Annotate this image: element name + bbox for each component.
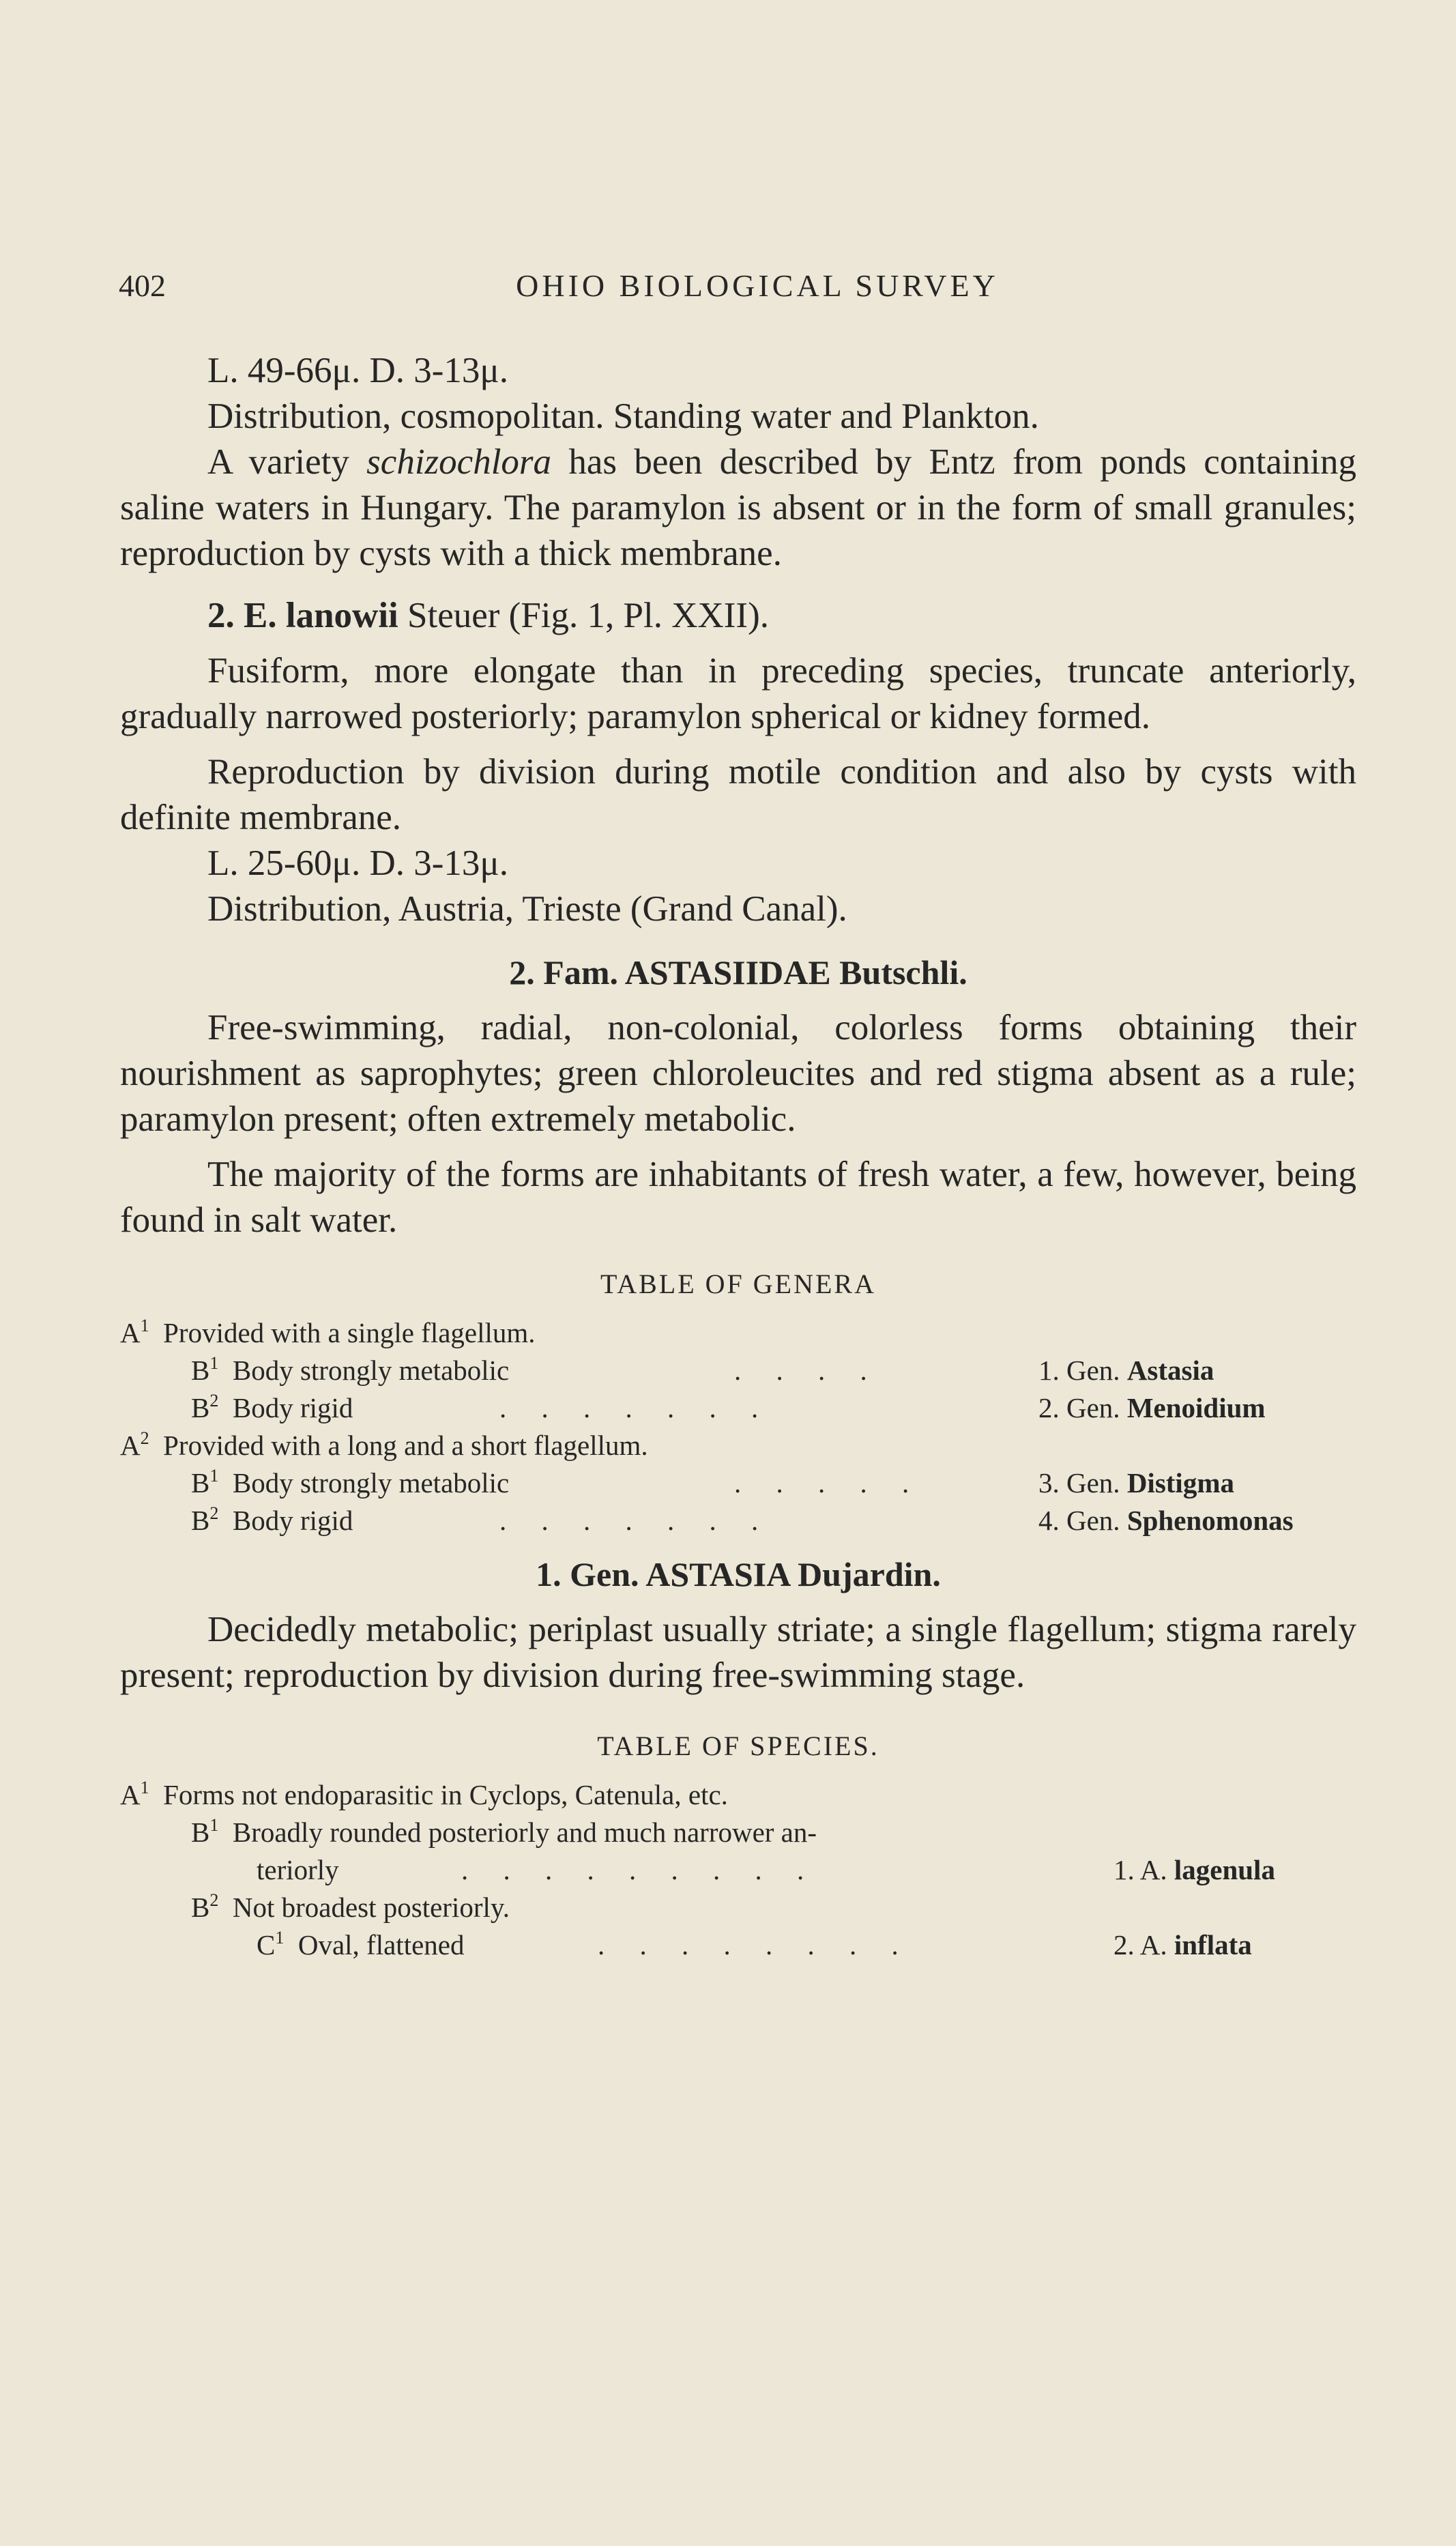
reproduction-paragraph: Reproduction by division during motile condition and also by cysts with definite membrane.	[120, 752, 1356, 837]
genera-key-table	[120, 1314, 1356, 1539]
key-marker-superscript: 1	[140, 1316, 149, 1335]
family-description: Free-swimming, radial, non-colonial, colorless forms obtaining their nourishment as saprophytes; green chloroleucites and red stigma absent as a rule; paramylon present; often extremely metabolic.	[120, 1008, 1356, 1139]
key-result	[1038, 1502, 1294, 1539]
key-marker: B	[191, 1505, 210, 1536]
distribution-paragraph: Distribution, cosmopolitan. Standing water and Plankton.	[207, 396, 1039, 436]
variety-paragraph	[120, 439, 1356, 577]
species-key-row	[120, 1776, 1356, 1814]
key-result-name: Astasia	[1126, 1355, 1214, 1386]
key-result-prefix: 1. Gen.	[1038, 1355, 1127, 1386]
key-result	[1038, 1352, 1214, 1389]
leader-dots: . . . . . . .	[499, 1392, 759, 1423]
table-of-genera-title: TABLE OF GENERA	[600, 1269, 876, 1299]
leader-dots: . . . . . . . .	[598, 1929, 899, 1961]
habitat-paragraph: The majority of the forms are inhabitants of fresh water, a few, however, being found in salt water.	[120, 1155, 1356, 1240]
key-marker: C	[257, 1929, 276, 1961]
running-head: OHIO BIOLOGICAL SURVEY	[516, 268, 999, 303]
leader-dots: . . . . . . . . .	[461, 1854, 804, 1885]
key-result	[1038, 1389, 1266, 1427]
key-text: Not broadest posteriorly.	[232, 1892, 510, 1923]
key-text: Broadly rounded posteriorly and much narrower an-	[232, 1817, 817, 1848]
genus-description: Decidedly metabolic; periplast usually striate; a single flagellum; stigma rarely present; reproduction by division during free-swimming stage.	[120, 1610, 1356, 1695]
page-number: 402	[119, 268, 166, 303]
key-result-prefix: 2. A.	[1113, 1929, 1174, 1961]
genera-key-row	[120, 1389, 1356, 1427]
variety-text-end: has been described by Entz from ponds containing saline waters in Hungary. The paramylon is absent or in the form of small granules; reproduction by cysts with a thick membrane.	[120, 442, 1356, 573]
key-text: Oval, flattened	[297, 1929, 465, 1961]
leader-dots: . . . . . . .	[499, 1505, 759, 1536]
key-marker-superscript: 1	[209, 1815, 219, 1835]
species-key-description	[191, 1814, 817, 1851]
key-text: Body rigid	[232, 1505, 353, 1536]
genera-key-row	[120, 1314, 1356, 1352]
species-key-row	[120, 1926, 1356, 1964]
key-marker-superscript: 2	[209, 1503, 219, 1523]
species-name: E. lanowii	[244, 596, 398, 635]
species-key-description	[120, 1776, 728, 1814]
key-result-prefix: 4. Gen.	[1038, 1505, 1127, 1536]
key-marker-superscript: 2	[209, 1890, 219, 1910]
key-marker-superscript: 1	[275, 1928, 285, 1948]
species-authority: Steuer (Fig. 1, Pl. XXII).	[398, 596, 769, 635]
species-key-row	[120, 1814, 1356, 1851]
key-marker: B	[191, 1892, 210, 1923]
species-heading	[120, 593, 1356, 639]
key-marker-superscript: 1	[140, 1778, 149, 1797]
measurements-paragraph: L. 49-66μ. D. 3-13μ.	[207, 351, 509, 390]
key-result	[1113, 1851, 1275, 1889]
table-of-species-title: TABLE OF SPECIES.	[597, 1731, 879, 1761]
key-result-name: inflata	[1174, 1929, 1252, 1961]
leader-dots: . . . .	[734, 1355, 867, 1386]
genera-key-row	[120, 1427, 1356, 1464]
key-marker: B	[191, 1817, 210, 1848]
genus-heading: 1. Gen. ASTASIA Dujardin.	[536, 1555, 941, 1593]
species-key-row	[120, 1889, 1356, 1926]
leader-dots: . . . . .	[734, 1467, 909, 1499]
genera-key-description	[191, 1352, 509, 1389]
species-key-description	[257, 1851, 339, 1889]
species-key-description	[257, 1926, 464, 1964]
key-marker-superscript: 1	[209, 1466, 219, 1486]
species-key-description	[191, 1889, 510, 1926]
key-text: Provided with a single flagellum.	[163, 1317, 536, 1348]
genera-key-row	[120, 1352, 1356, 1389]
distribution-paragraph-2: Distribution, Austria, Trieste (Grand Canal).	[207, 889, 847, 929]
key-result-prefix: 1. A.	[1113, 1854, 1174, 1885]
key-result-name: lagenula	[1174, 1854, 1275, 1885]
key-result-name: Sphenomonas	[1126, 1505, 1294, 1536]
genera-key-row	[120, 1464, 1356, 1502]
key-text: Provided with a long and a short flagellum.	[163, 1430, 648, 1461]
key-marker: A	[120, 1779, 141, 1810]
key-text: teriorly	[257, 1854, 339, 1885]
description-paragraph: Fusiform, more elongate than in preceding species, truncate anteriorly, gradually narrowed posteriorly; paramylon spherical or kidney formed.	[120, 651, 1356, 736]
key-result	[1113, 1926, 1252, 1964]
genera-key-description	[120, 1314, 536, 1352]
key-marker: A	[120, 1430, 141, 1461]
key-result	[1038, 1464, 1234, 1502]
species-key-row	[120, 1851, 1356, 1889]
key-result-prefix: 3. Gen.	[1038, 1467, 1127, 1499]
key-text: Forms not endoparasitic in Cyclops, Catenula, etc.	[163, 1779, 728, 1810]
variety-text-start: A variety	[207, 442, 367, 482]
key-marker-superscript: 1	[209, 1353, 219, 1373]
key-text: Body strongly metabolic	[232, 1355, 510, 1386]
measurements-paragraph-2: L. 25-60μ. D. 3-13μ.	[207, 843, 509, 883]
species-number: 2.	[207, 596, 244, 635]
species-key-table	[120, 1776, 1356, 1964]
genera-key-description	[191, 1464, 509, 1502]
key-marker: A	[120, 1317, 141, 1348]
key-marker-superscript: 2	[209, 1391, 219, 1411]
genera-key-description	[191, 1389, 353, 1427]
body-text	[120, 348, 1356, 1964]
key-result-prefix: 2. Gen.	[1038, 1392, 1127, 1423]
key-result-name: Distigma	[1126, 1467, 1234, 1499]
family-heading: 2. Fam. ASTASIIDAE Butschli.	[509, 953, 967, 992]
key-result-name: Menoidium	[1126, 1392, 1266, 1423]
key-marker: B	[191, 1392, 210, 1423]
page-header	[119, 267, 1355, 308]
key-text: Body rigid	[232, 1392, 353, 1423]
key-marker-superscript: 2	[140, 1428, 149, 1448]
genera-key-description	[191, 1502, 353, 1539]
key-marker: B	[191, 1467, 210, 1499]
key-text: Body strongly metabolic	[232, 1467, 510, 1499]
genera-key-row	[120, 1502, 1356, 1539]
variety-name: schizochlora	[366, 442, 552, 482]
genera-key-description	[120, 1427, 648, 1464]
key-marker: B	[191, 1355, 210, 1386]
